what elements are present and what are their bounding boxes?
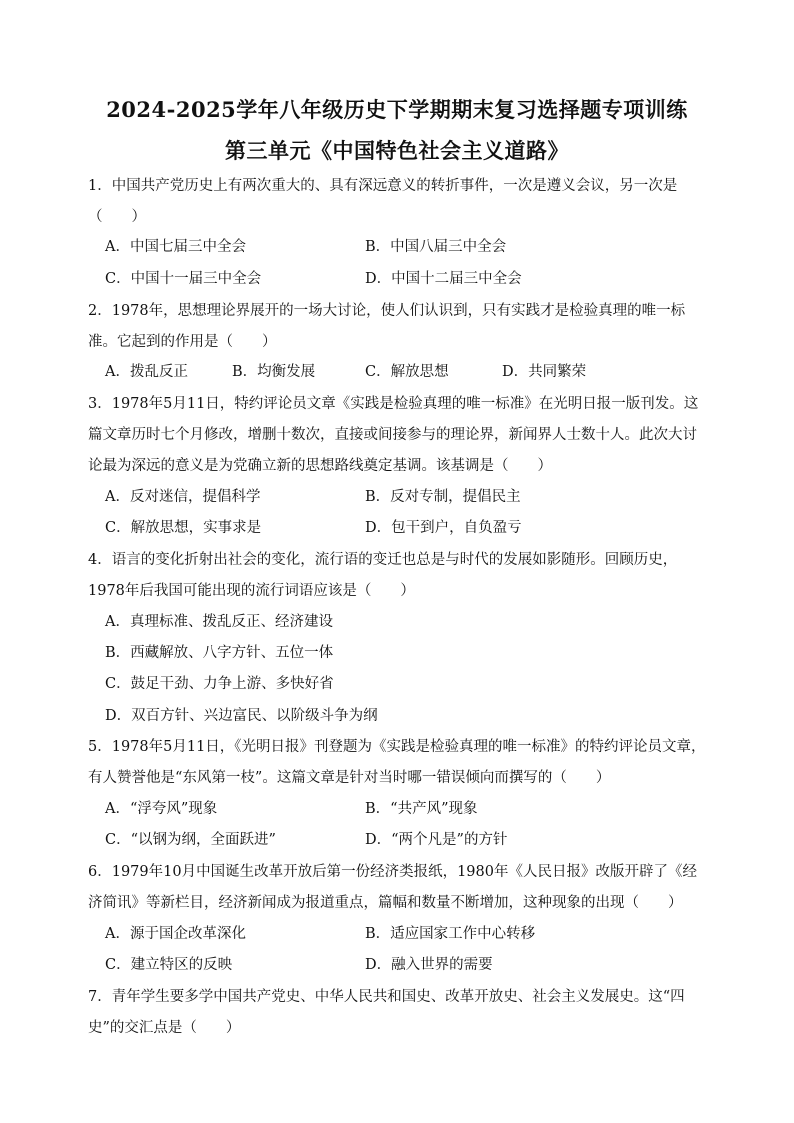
- q3-option-d[interactable]: D．包干到户，自负盈亏: [365, 520, 522, 536]
- q4-option-a[interactable]: A．真理标准、拨乱反正、经济建设: [105, 614, 333, 630]
- q2-option-a[interactable]: A．拨乱反正: [105, 364, 188, 380]
- q3-option-a[interactable]: A．反对迷信，提倡科学: [105, 489, 261, 505]
- question-1: 1．中国共产党历史上有两次重大的、具有深远意义的转折事件，一次是遵义会议，另一次是（ ）: [88, 178, 678, 225]
- question-4: 4．语言的变化折射出社会的变化，流行语的变迁也总是与时代的发展如影随形。回顾历史，1978年后我国可能出现的流行词语应该是（ ）: [88, 552, 678, 599]
- q2-option-c[interactable]: C．解放思想: [365, 364, 449, 380]
- q5-option-b[interactable]: B．“共产风”现象: [365, 801, 478, 817]
- q1-option-b[interactable]: B．中国八届三中全会: [365, 239, 507, 255]
- q2-option-d[interactable]: D．共同繁荣: [502, 364, 587, 380]
- q1-option-a[interactable]: A．中国七届三中全会: [105, 239, 246, 255]
- q6-option-a[interactable]: A．源于国企改革深化: [105, 926, 246, 942]
- q2-option-b[interactable]: B．均衡发展: [232, 364, 316, 380]
- question-6: 6．1979年10月中国诞生改革开放后第一份经济类报纸，1980年《人民日报》改版开辟了《经济简讯》等新栏目，经济新闻成为报道重点，篇幅和数量不断增加，这种现象的出现（ ）: [88, 864, 697, 911]
- q1-option-c[interactable]: C．中国十一届三中全会: [105, 271, 262, 287]
- q6-option-c[interactable]: C．建立特区的反映: [105, 957, 233, 973]
- q3-option-c[interactable]: C．解放思想，实事求是: [105, 520, 262, 536]
- q5-option-d[interactable]: D．“两个凡是”的方针: [365, 832, 508, 848]
- question-5: 5．1978年5月11日，《光明日报》刊登题为《实践是检验真理的唯一标准》的特约评论员文章，有人赞誉他是“东风第一枝”。这篇文章是针对当时哪一错误倾向而撰写的（ ）: [88, 739, 706, 786]
- q6-option-b[interactable]: B．适应国家工作中心转移: [365, 926, 536, 942]
- q3-option-b[interactable]: B．反对专制，提倡民主: [365, 489, 521, 505]
- question-7: 7．青年学生要多学中国共产党史、中华人民共和国史、改革开放史、社会主义发展史。这“四史”的交汇点是（ ）: [88, 989, 685, 1036]
- q1-option-d[interactable]: D．中国十二届三中全会: [365, 271, 522, 287]
- q4-option-b[interactable]: B．西藏解放、八字方针、五位一体: [105, 645, 334, 661]
- q4-option-d[interactable]: D．双百方针、兴边富民、以阶级斗争为纲: [105, 708, 378, 724]
- q6-option-d[interactable]: D．融入世界的需要: [365, 957, 493, 973]
- q5-option-a[interactable]: A．“浮夸风”现象: [105, 801, 218, 817]
- question-2: 2．1978年，思想理论界展开的一场大讨论，使人们认识到，只有实践才是检验真理的唯一标准。它起到的作用是（ ）: [88, 303, 686, 350]
- q5-option-c[interactable]: C．“以钢为纲，全面跃进”: [105, 832, 276, 848]
- question-3: 3．1978年5月11日，特约评论员文章《实践是检验真理的唯一标准》在光明日报一版刊发。这篇文章历时七个月修改，增删十数次，直接或间接参与的理论界，新闻界人士数十人。此次大讨论最为深远的意义是为党确立新的思想路线奠定基调。该基调是（ ）: [88, 396, 699, 474]
- page-subtitle: 第三单元《中国特色社会主义道路》: [225, 138, 569, 163]
- page-title: 2024-2025学年八年级历史下学期期末复习选择题专项训练: [106, 97, 688, 122]
- q4-option-c[interactable]: C．鼓足干劲、力争上游、多快好省: [105, 676, 334, 692]
